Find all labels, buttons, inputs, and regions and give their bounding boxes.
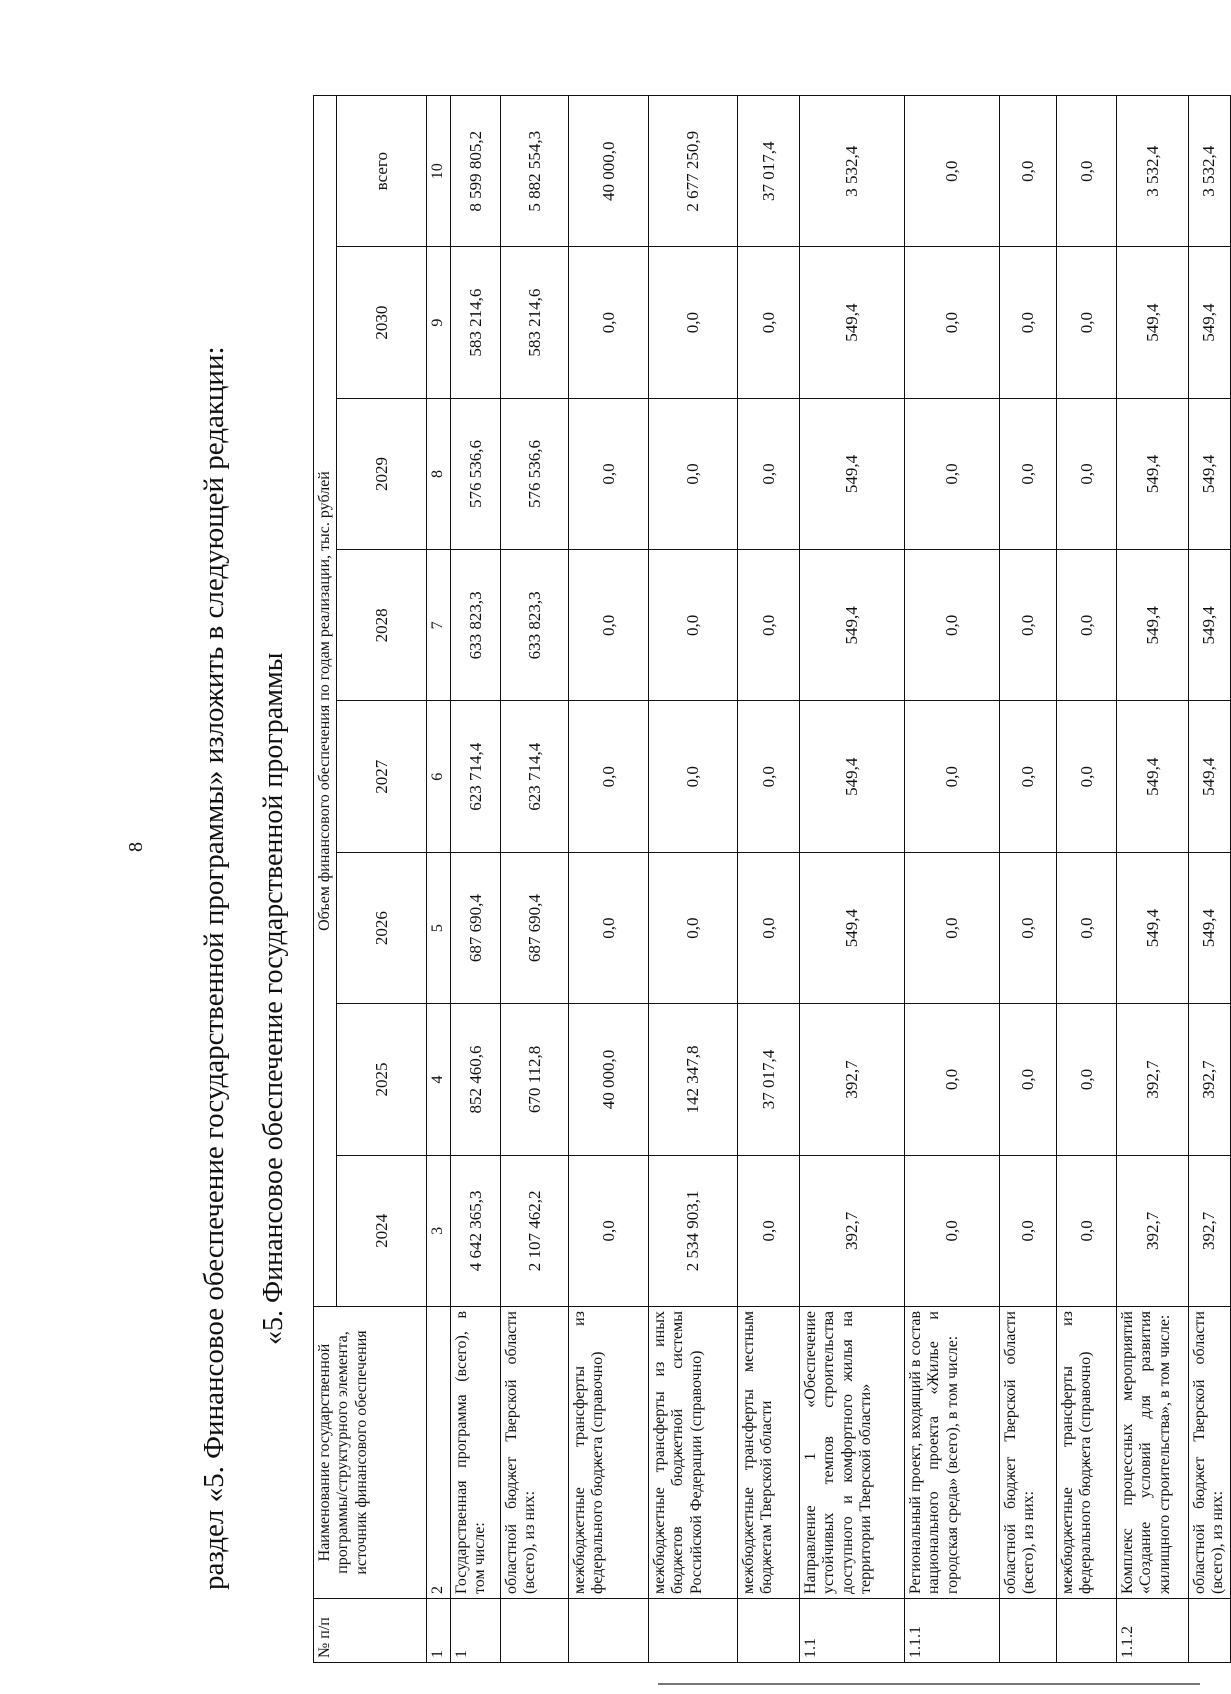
row-value: 0,0 [1056, 852, 1116, 1003]
row-value: 3 532,4 [1188, 96, 1230, 247]
row-number [737, 1599, 799, 1663]
row-value: 576 536,6 [500, 398, 568, 549]
table-header-row [314, 96, 337, 1663]
row-value: 2 107 462,2 [500, 1155, 568, 1306]
row-value: 0,0 [999, 398, 1056, 549]
row-number [1188, 1599, 1230, 1663]
row-value: 687 690,4 [500, 852, 568, 1003]
row-value: 0,0 [737, 852, 799, 1003]
financial-table [313, 95, 1231, 1663]
row-value: 633 823,3 [500, 550, 568, 701]
row-value: 549,4 [799, 550, 904, 701]
column-index-cell: 3 [427, 1155, 450, 1306]
row-value: 40 000,0 [568, 1004, 648, 1155]
row-value: 37 017,4 [737, 1004, 799, 1155]
row-value: 0,0 [1056, 96, 1116, 247]
row-value: 687 690,4 [450, 852, 500, 1003]
row-value: 549,4 [799, 852, 904, 1003]
row-value: 392,7 [799, 1155, 904, 1306]
row-value: 549,4 [1188, 247, 1230, 398]
header-num: № п/п [314, 1599, 427, 1663]
table-row [799, 96, 904, 1663]
row-value: 852 460,6 [450, 1004, 500, 1155]
row-value: 549,4 [1188, 550, 1230, 701]
column-index-cell: 6 [427, 701, 450, 852]
row-name: областной бюджет Тверской области (всего), из них: [1188, 1307, 1230, 1599]
section-title: «5. Финансовое обеспечение государственной программы [258, 652, 289, 1345]
column-index-cell: 8 [427, 398, 450, 549]
table-row [500, 96, 568, 1663]
row-value: 5 882 554,3 [500, 96, 568, 247]
header-year: 2025 [337, 1004, 427, 1155]
table-row [904, 96, 999, 1663]
row-value: 0,0 [904, 550, 999, 701]
row-number: 1.1.2 [1116, 1599, 1188, 1663]
row-name: межбюджетные трансферты местным бюджетам Тверской области [737, 1307, 799, 1599]
column-index-row [427, 96, 450, 1663]
row-name: Региональный проект, входящий в состав национального проекта «Жилье и городская среда» (всего), в том числе: [904, 1307, 999, 1599]
column-index-cell: 2 [427, 1307, 450, 1599]
row-value: 0,0 [1056, 550, 1116, 701]
row-value: 670 112,8 [500, 1004, 568, 1155]
row-value: 633 823,3 [450, 550, 500, 701]
intro-line: раздел «5. Финансовое обеспечение государственной программы» изложить в следующей редакции: [198, 346, 230, 1590]
row-name: Государственная программа (всего), в том числе: [450, 1307, 500, 1599]
page-number: 8 [125, 842, 147, 852]
row-value: 40 000,0 [568, 96, 648, 247]
table-body [427, 96, 1230, 1663]
row-value: 549,4 [1188, 852, 1230, 1003]
financial-table-container [313, 95, 1227, 1663]
row-value: 0,0 [737, 247, 799, 398]
row-value: 0,0 [568, 550, 648, 701]
row-value: 0,0 [568, 1155, 648, 1306]
row-value: 3 532,4 [1116, 96, 1188, 247]
row-number: 1.1.1 [904, 1599, 999, 1663]
row-value: 4 642 365,3 [450, 1155, 500, 1306]
row-value: 0,0 [904, 852, 999, 1003]
header-year: всего [337, 96, 427, 247]
row-value: 0,0 [568, 398, 648, 549]
row-number [500, 1599, 568, 1663]
row-value: 392,7 [1116, 1004, 1188, 1155]
row-value: 549,4 [1116, 247, 1188, 398]
row-number [568, 1599, 648, 1663]
row-value: 576 536,6 [450, 398, 500, 549]
row-value: 0,0 [568, 247, 648, 398]
row-value: 549,4 [1188, 701, 1230, 852]
header-year: 2030 [337, 247, 427, 398]
table-row [737, 96, 799, 1663]
row-value: 0,0 [904, 96, 999, 247]
row-value: 3 532,4 [799, 96, 904, 247]
row-value: 549,4 [1116, 398, 1188, 549]
row-value: 0,0 [1056, 1155, 1116, 1306]
row-value: 0,0 [737, 550, 799, 701]
row-value: 0,0 [904, 701, 999, 852]
row-value: 549,4 [799, 398, 904, 549]
row-value: 2 677 250,9 [648, 96, 737, 247]
row-name: Комплекс процессных мероприятий «Создание условий для развития жилищного строительства», в том числе: [1116, 1307, 1188, 1599]
row-number: 1.1 [799, 1599, 904, 1663]
row-value: 0,0 [568, 852, 648, 1003]
header-year: 2028 [337, 550, 427, 701]
row-value: 549,4 [1116, 701, 1188, 852]
row-value: 0,0 [904, 1155, 999, 1306]
header-year: 2027 [337, 701, 427, 852]
row-value: 0,0 [1056, 1004, 1116, 1155]
row-value: 0,0 [999, 550, 1056, 701]
row-name: областной бюджет Тверской области (всего), из них: [500, 1307, 568, 1599]
row-value: 0,0 [904, 398, 999, 549]
row-value: 0,0 [648, 701, 737, 852]
header-year: 2029 [337, 398, 427, 549]
row-name: областной бюджет Тверской области (всего), из них: [999, 1307, 1056, 1599]
row-value: 392,7 [1188, 1155, 1230, 1306]
header-name: Наименование государственной программы/структурного элемента, источник финансового обеспечения [314, 1307, 427, 1599]
row-value: 0,0 [648, 398, 737, 549]
column-index-cell: 1 [427, 1599, 450, 1663]
table-row [1188, 96, 1230, 1663]
row-value: 549,4 [799, 701, 904, 852]
row-value: 623 714,4 [500, 701, 568, 852]
row-value: 0,0 [568, 701, 648, 852]
column-index-cell: 7 [427, 550, 450, 701]
row-value: 0,0 [904, 247, 999, 398]
header-volume-group: Объем финансового обеспечения по годам реализации, тыс. рублей [314, 96, 337, 1307]
row-value: 392,7 [799, 1004, 904, 1155]
row-value: 549,4 [799, 247, 904, 398]
column-index-cell: 4 [427, 1004, 450, 1155]
row-value: 392,7 [1116, 1155, 1188, 1306]
row-number: 1 [450, 1599, 500, 1663]
row-value: 0,0 [737, 701, 799, 852]
row-value: 583 214,6 [500, 247, 568, 398]
row-value: 0,0 [999, 247, 1056, 398]
table-row [450, 96, 500, 1663]
row-value: 142 347,8 [648, 1004, 737, 1155]
table-row [1116, 96, 1188, 1663]
table-row [1056, 96, 1116, 1663]
row-value: 0,0 [737, 1155, 799, 1306]
row-value: 583 214,6 [450, 247, 500, 398]
row-value: 0,0 [999, 701, 1056, 852]
row-value: 0,0 [999, 852, 1056, 1003]
row-name: межбюджетные трансферты из иных бюджетов бюджетной системы Российской Федерации (справочно) [648, 1307, 737, 1599]
row-value: 0,0 [648, 247, 737, 398]
row-value: 549,4 [1188, 398, 1230, 549]
row-name: межбюджетные трансферты из федерального бюджета (справочно) [1056, 1307, 1116, 1599]
table-row [648, 96, 737, 1663]
row-value: 0,0 [999, 1004, 1056, 1155]
table-row [568, 96, 648, 1663]
row-value: 37 017,4 [737, 96, 799, 247]
row-value: 2 534 903,1 [648, 1155, 737, 1306]
row-name: межбюджетные трансферты из федерального бюджета (справочно) [568, 1307, 648, 1599]
row-value: 0,0 [648, 550, 737, 701]
divider [658, 1683, 1200, 1685]
row-value: 0,0 [648, 852, 737, 1003]
row-value: 0,0 [1056, 398, 1116, 549]
column-index-cell: 10 [427, 96, 450, 247]
row-value: 549,4 [1116, 852, 1188, 1003]
row-value: 392,7 [1188, 1004, 1230, 1155]
row-number [1056, 1599, 1116, 1663]
column-index-cell: 9 [427, 247, 450, 398]
row-value: 0,0 [999, 96, 1056, 247]
table-row [999, 96, 1056, 1663]
row-value: 623 714,4 [450, 701, 500, 852]
row-name: Направление 1 «Обеспечение устойчивых темпов строительства доступного и комфортного жилья на территории Тверской области» [799, 1307, 904, 1599]
row-value: 0,0 [1056, 701, 1116, 852]
header-year: 2026 [337, 852, 427, 1003]
row-value: 8 599 805,2 [450, 96, 500, 247]
row-number [648, 1599, 737, 1663]
column-index-cell: 5 [427, 852, 450, 1003]
row-value: 0,0 [737, 398, 799, 549]
row-number [999, 1599, 1056, 1663]
row-value: 0,0 [999, 1155, 1056, 1306]
header-year: 2024 [337, 1155, 427, 1306]
row-value: 0,0 [904, 1004, 999, 1155]
row-value: 549,4 [1116, 550, 1188, 701]
row-value: 0,0 [1056, 247, 1116, 398]
